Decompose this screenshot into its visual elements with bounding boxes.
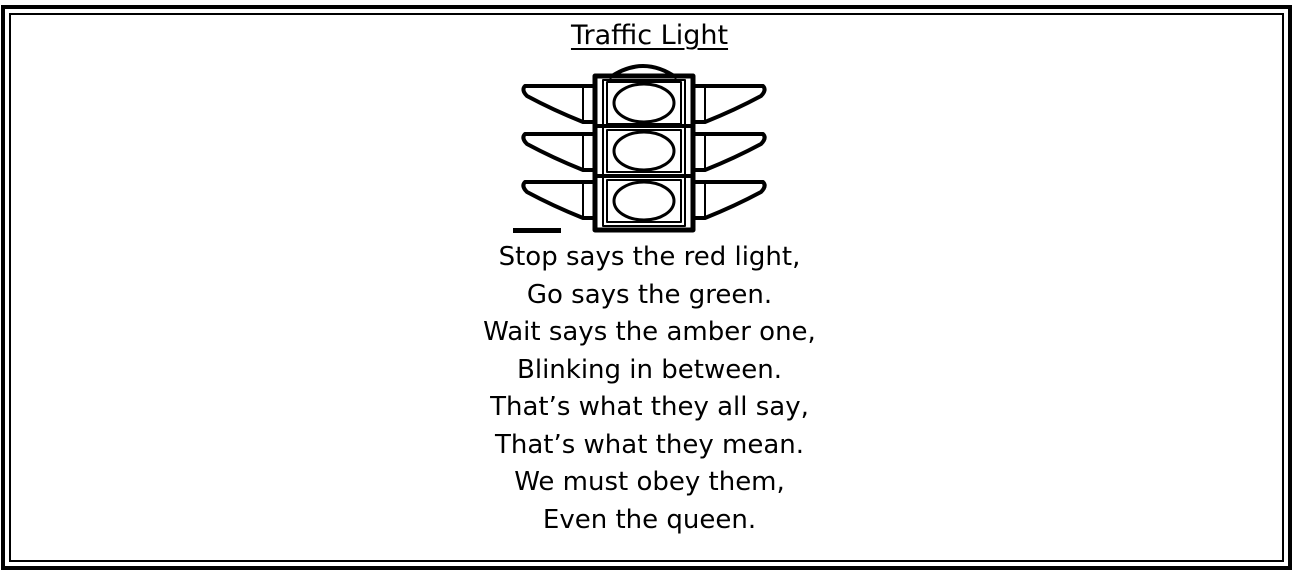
poem-line: Blinking in between.: [517, 354, 782, 385]
poem-line: Wait says the amber one,: [483, 317, 816, 347]
poem-line: Even the queen.: [542, 504, 757, 535]
poem-line: We must obey them,: [514, 467, 785, 497]
poem-lines: [0, 239, 1299, 539]
poem-line: That’s what they all say,: [490, 392, 809, 422]
poem-title: Traffic Light: [570, 20, 729, 51]
traffic-light-icon: [513, 60, 773, 238]
poem-line: Go says the green.: [526, 279, 773, 310]
traffic-light-illustration: [513, 60, 773, 238]
poem-line: That’s what they mean.: [494, 429, 805, 460]
poem-line: Stop says the red light,: [498, 242, 801, 272]
